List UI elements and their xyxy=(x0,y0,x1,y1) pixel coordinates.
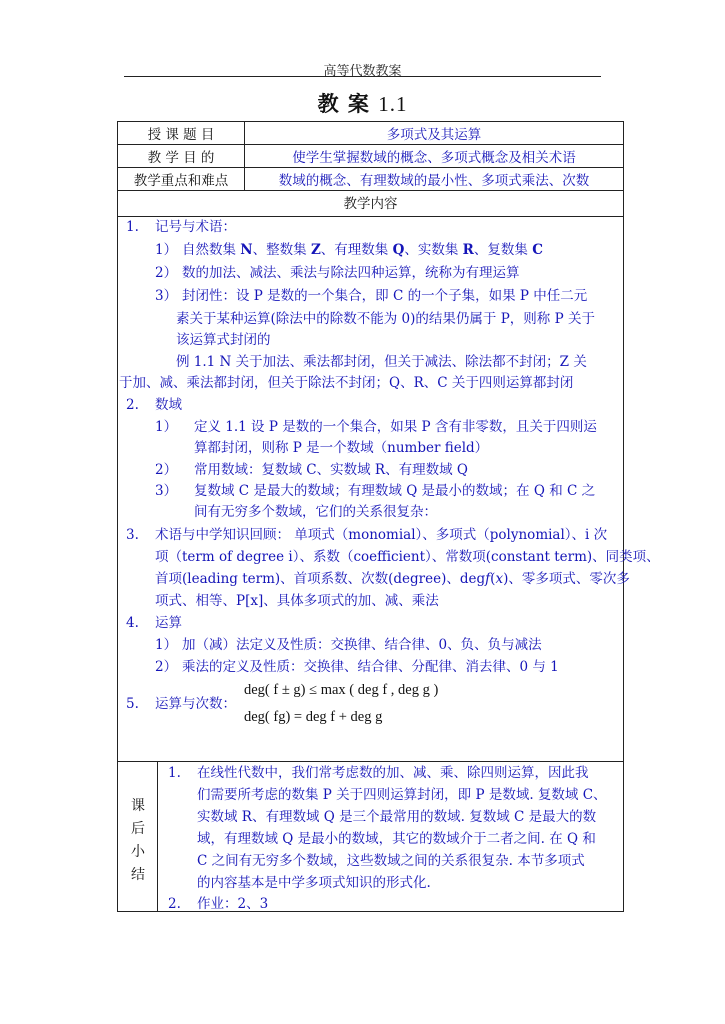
after-class-summary xyxy=(118,762,623,911)
s3-line1: 术语与中学知识回顾： 单项式（monomial）、多项式（polynomial）、i 次 xyxy=(155,527,608,543)
s2-item1-line2: 算都封闭，则称 P 是一个数域（number field） xyxy=(194,440,489,456)
s2-item2-number: 2） xyxy=(155,462,178,478)
s4-item1: 加（减）法定义及性质：交换律、结合律、0、负、负与减法 xyxy=(182,637,542,653)
formula-deg-sum: deg( f ± g) ≤ max ( deg f , deg g ) xyxy=(244,682,439,698)
s4-item2-number: 2） xyxy=(155,659,178,675)
page-header-title: 高等代数教案 xyxy=(323,64,402,79)
s2-number: 2. xyxy=(126,397,139,413)
summary-p1-line1: 在线性代数中，我们常考虑数的加、减、乘、除四则运算，因此我 xyxy=(197,765,589,781)
course-topic-value: 多项式及其运算 xyxy=(386,127,482,143)
course-topic-label: 授 课 题 目 xyxy=(118,122,245,144)
example-line1: 例 1.1 N 关于加法、乘法都封闭，但关于减法、除法都不封闭；Z 关 xyxy=(176,354,587,370)
s3-number: 3. xyxy=(126,527,139,543)
header-rule xyxy=(124,76,601,77)
summary-item1-number: 1. xyxy=(168,765,181,781)
example-line2: 于加、减、乘法都封闭，但关于除法不封闭；Q、R、C 关于四则运算都封闭 xyxy=(119,375,574,391)
s1-item3-line2: 素关于某种运算(除法中的除数不能为 0)的结果仍属于 P，则称 P 关于 xyxy=(176,311,595,327)
summary-p1-line3: 实数域 R、有理数域 Q 是三个最常用的数域. 复数域 C 是最大的数 xyxy=(197,809,597,825)
summary-p1-line2: 们需要所考虑的数集 P 关于四则运算封闭，即 P 是数域. 复数域 C、 xyxy=(197,787,607,803)
row-course-topic xyxy=(118,122,623,145)
s1-item1-number: 1） xyxy=(155,242,178,258)
s2-item3-line1: 复数域 C 是最大的数域；有理数域 Q 是最小的数域；在 Q 和 C 之 xyxy=(194,483,596,499)
summary-label xyxy=(118,762,158,911)
s1-item3-line3: 该运算式封闭的 xyxy=(176,332,271,348)
teaching-goal-label: 教 学 目 的 xyxy=(118,145,245,167)
content-heading: 教学内容 xyxy=(118,191,623,217)
s2-item3-number: 3） xyxy=(155,483,178,499)
summary-label-char: 小 xyxy=(131,844,145,860)
title-number: 1.1 xyxy=(378,92,408,116)
s1-item1: 自然数集 N、整数集 Z、有理数集 Q、实数集 R、复数集 C xyxy=(182,242,543,258)
s1-title: 记号与术语： xyxy=(155,219,236,235)
row-key-points xyxy=(118,168,623,191)
summary-label-char: 结 xyxy=(131,867,145,883)
summary-p1-line4: 域，有理数域 Q 是最小的数域，其它的数域介于二者之间. 在 Q 和 xyxy=(197,831,596,847)
document-title xyxy=(0,88,725,118)
s4-item1-number: 1） xyxy=(155,637,178,653)
s5-title: 运算与次数： xyxy=(155,696,236,712)
row-teaching-goal xyxy=(118,145,623,168)
key-points-label: 教学重点和难点 xyxy=(118,168,245,190)
title-main: 教 案 xyxy=(317,91,370,116)
s2-title: 数域 xyxy=(155,397,182,413)
formula-deg-product: deg( fg) = deg f + deg g xyxy=(244,709,383,725)
key-points-value: 数域的概念、有理数域的最小性、多项式乘法、次数 xyxy=(278,173,590,189)
s5-number: 5. xyxy=(126,696,139,712)
s1-item3-number: 3） xyxy=(155,288,178,304)
summary-p1-line5: C 之间有无穷多个数域，这些数域之间的关系很复杂. 本节多项式 xyxy=(197,853,585,869)
summary-label-char: 后 xyxy=(131,821,145,837)
s1-number: 1. xyxy=(126,219,139,235)
s2-item3-line2: 间有无穷多个数域，它们的关系很复杂： xyxy=(194,504,437,520)
s1-item2: 数的加法、减法、乘法与除法四种运算，统称为有理运算 xyxy=(182,265,520,281)
s3-line4: 项式、相等、P[x]、具体多项式的加、减、乘法 xyxy=(155,593,439,609)
s3-line3: 首项(leading term)、首项系数、次数(degree)、degf(x)、零多项式、零次多 xyxy=(155,571,630,587)
teaching-content xyxy=(118,217,660,762)
s4-number: 4. xyxy=(126,615,139,631)
summary-item2-number: 2. xyxy=(168,896,181,912)
summary-p1-line6: 的内容基本是中学多项式知识的形式化. xyxy=(197,875,431,891)
s1-item2-number: 2） xyxy=(155,265,178,281)
summary-label-char: 课 xyxy=(131,798,145,814)
s1-item3-line1: 封闭性：设 P 是数的一个集合，即 C 的一个子集，如果 P 中任二元 xyxy=(182,288,588,304)
s4-title: 运算 xyxy=(155,615,182,631)
s4-item2: 乘法的定义及性质：交换律、结合律、分配律、消去律、0 与 1 xyxy=(182,659,559,675)
s3-line2: 项（term of degree i）、系数（coefficient）、常数项(constant term)、同类项、 xyxy=(155,549,660,565)
lesson-plan-table xyxy=(117,121,660,912)
summary-homework: 作业：2、3 xyxy=(197,896,269,912)
teaching-goal-value: 使学生掌握数域的概念、多项式概念及相关术语 xyxy=(292,150,576,166)
s2-item2: 常用数域：复数域 C、实数域 R、有理数域 Q xyxy=(194,462,468,478)
s2-item1-number: 1） xyxy=(155,419,178,435)
s2-item1-line1: 定义 1.1 设 P 是数的一个集合，如果 P 含有非零数，且关于四则运 xyxy=(194,419,597,435)
